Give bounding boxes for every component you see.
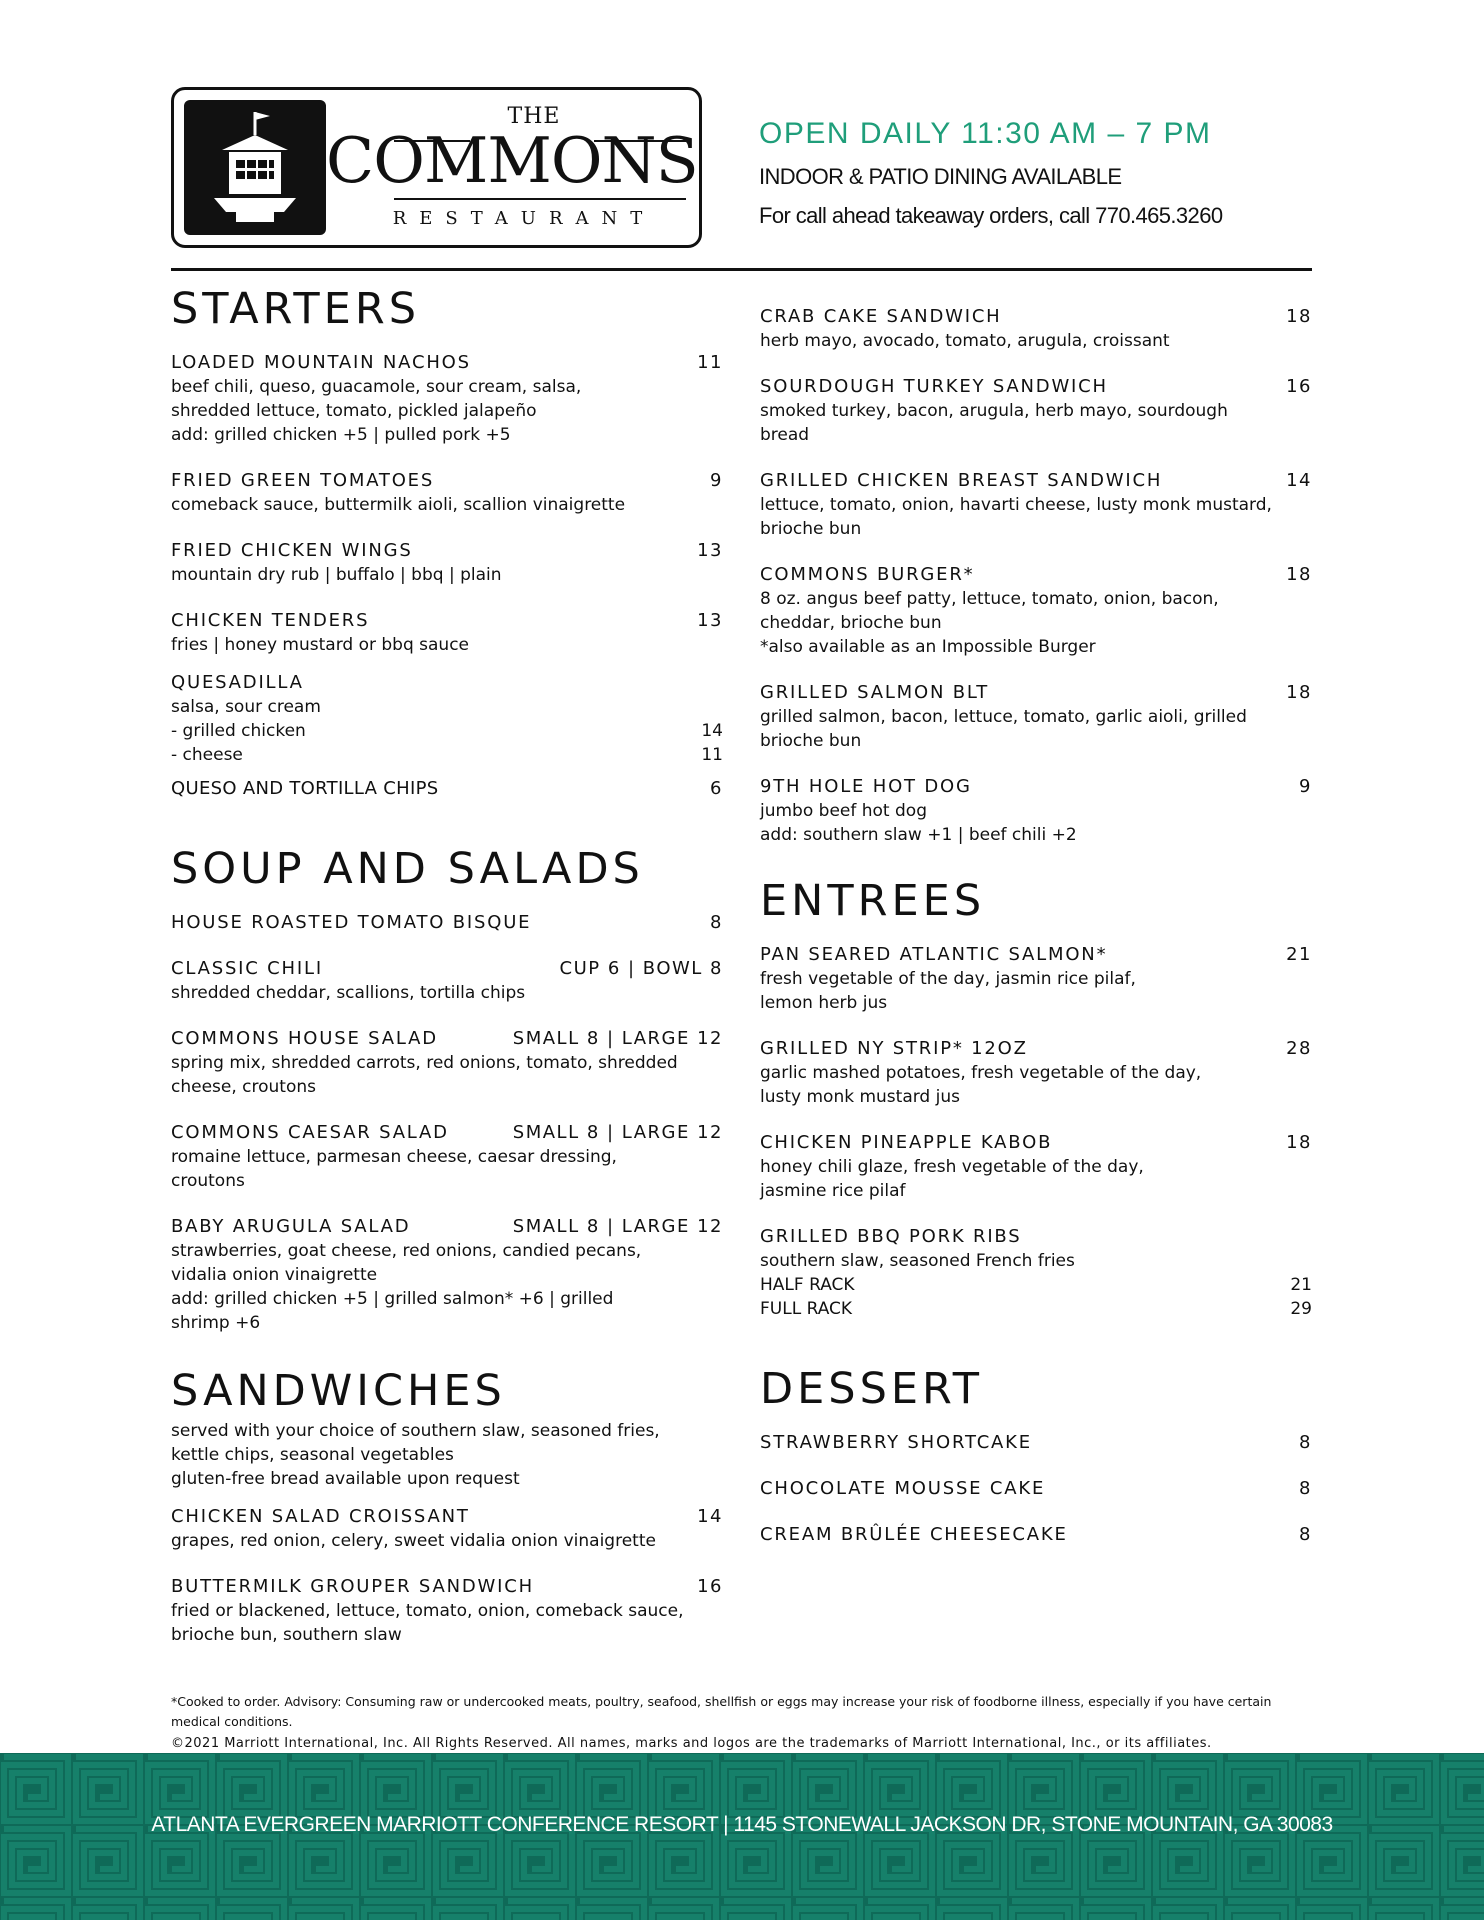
logo-rule: [394, 198, 686, 200]
menu-item: [760, 1523, 1312, 1547]
item-name: HOUSE ROASTED TOMATO BISQUE: [171, 912, 532, 933]
menu-item: [760, 943, 1312, 1015]
item-name: CLASSIC CHILI: [171, 958, 323, 979]
item-addons: add: grilled chicken +5 | pulled pork +5: [171, 425, 511, 445]
option-price: 11: [701, 745, 723, 765]
item-price: 13: [697, 540, 723, 561]
option-label: HALF RACK: [760, 1275, 855, 1295]
resort-address: ATLANTA EVERGREEN MARRIOTT CONFERENCE RESORT | 1145 STONEWALL JACKSON DR, STONE MOUNTAIN, GA 30083: [151, 1813, 1333, 1836]
item-description: salsa, sour cream: [171, 697, 321, 717]
item-description: lemon herb jus: [760, 993, 888, 1013]
menu-item: [171, 671, 723, 767]
logo-name: COMMONS: [326, 124, 698, 197]
opening-hours: OPEN DAILY 11:30 AM – 7 PM: [759, 117, 1212, 150]
item-price: 11: [697, 352, 723, 373]
item-description: spring mix, shredded carrots, red onions, tomato, shredded: [171, 1053, 678, 1073]
menu-item: [760, 375, 1312, 447]
item-description: fresh vegetable of the day, jasmin rice pilaf,: [760, 969, 1136, 989]
dining-info: INDOOR & PATIO DINING AVAILABLE: [759, 164, 1122, 189]
section-title: ENTREES: [760, 876, 986, 926]
item-description: brioche bun: [760, 519, 862, 539]
menu-item: [760, 305, 1312, 353]
item-description: bread: [760, 425, 810, 445]
logo-the: THE: [507, 104, 561, 129]
option-label: - grilled chicken: [171, 721, 306, 741]
item-price: 18: [1286, 1132, 1312, 1153]
menu-item: [760, 1131, 1312, 1203]
footer-band: [0, 1753, 1484, 1920]
item-name: CHICKEN TENDERS: [171, 610, 370, 631]
item-price: 18: [1286, 682, 1312, 703]
right-column: [760, 305, 1312, 1547]
item-description: beef chili, queso, guacamole, sour cream, salsa,: [171, 377, 582, 397]
item-name: LOADED MOUNTAIN NACHOS: [171, 352, 471, 373]
item-option: [171, 743, 723, 767]
item-price: 9: [710, 470, 723, 491]
item-name: GRILLED CHICKEN BREAST SANDWICH: [760, 470, 1163, 491]
menu-item: [171, 1215, 723, 1335]
item-name: 9TH HOLE HOT DOG: [760, 776, 972, 797]
left-column: [171, 281, 723, 1647]
item-description: brioche bun: [760, 731, 862, 751]
menu-item: [171, 1121, 723, 1193]
item-description: grilled salmon, bacon, lettuce, tomato, garlic aioli, grilled: [760, 707, 1247, 727]
item-price: 8: [1299, 1524, 1312, 1545]
menu-item: [171, 609, 723, 657]
menu-item: [760, 469, 1312, 541]
item-description: croutons: [171, 1171, 245, 1191]
section-intro: served with your choice of southern slaw, seasoned fries,: [171, 1421, 660, 1441]
item-name: PAN SEARED ATLANTIC SALMON*: [760, 944, 1108, 965]
item-name: SOURDOUGH TURKEY SANDWICH: [760, 376, 1108, 397]
item-price: 16: [1286, 376, 1312, 397]
item-price: 6: [710, 778, 723, 799]
item-note: *also available as an Impossible Burger: [760, 637, 1096, 657]
item-option: [760, 1297, 1312, 1321]
item-name: CHICKEN SALAD CROISSANT: [171, 1506, 470, 1527]
section-title: DESSERT: [760, 1364, 984, 1414]
menu-item: [171, 351, 723, 447]
item-description: romaine lettuce, parmesan cheese, caesar dressing,: [171, 1147, 617, 1167]
item-price: 16: [697, 1576, 723, 1597]
advisory-footnote: *Cooked to order. Advisory: Consuming raw or undercooked meats, poultry, seafood, shellfish or eggs may increase your risk of foodborne illness, especially if you have certain medical conditions.: [171, 1694, 1272, 1729]
item-price: 8: [1299, 1432, 1312, 1453]
item-description: grapes, red onion, celery, sweet vidalia onion vinaigrette: [171, 1531, 656, 1551]
item-description: brioche bun, southern slaw: [171, 1625, 402, 1645]
item-price: 9: [1299, 776, 1312, 797]
item-name: CREAM BRÛLÉE CHEESECAKE: [760, 1524, 1068, 1545]
item-name: COMMONS BURGER*: [760, 564, 975, 585]
item-description: vidalia onion vinaigrette: [171, 1265, 378, 1285]
item-price: 21: [1286, 944, 1312, 965]
item-name: GRILLED SALMON BLT: [760, 682, 990, 703]
item-description: herb mayo, avocado, tomato, arugula, croissant: [760, 331, 1170, 351]
item-price: SMALL 8 | LARGE 12: [512, 1216, 723, 1237]
menu-item: [171, 1575, 723, 1647]
item-description: fried or blackened, lettuce, tomato, onion, comeback sauce,: [171, 1601, 684, 1621]
item-description: fries | honey mustard or bbq sauce: [171, 635, 470, 655]
menu-item: [171, 957, 723, 1005]
item-price: CUP 6 | BOWL 8: [559, 958, 723, 979]
item-description: garlic mashed potatoes, fresh vegetable of the day,: [760, 1063, 1202, 1083]
logo-sub: RESTAURANT: [392, 208, 656, 229]
item-name: COMMONS CAESAR SALAD: [171, 1122, 449, 1143]
item-name: FRIED GREEN TOMATOES: [171, 470, 435, 491]
item-description: 8 oz. angus beef patty, lettuce, tomato, onion, bacon,: [760, 589, 1219, 609]
item-price: 18: [1286, 306, 1312, 327]
item-description: strawberries, goat cheese, red onions, candied pecans,: [171, 1241, 642, 1261]
item-name: BUTTERMILK GROUPER SANDWICH: [171, 1576, 534, 1597]
menu-item: [171, 777, 723, 801]
item-description: jumbo beef hot dog: [760, 801, 927, 821]
option-price: 14: [701, 721, 723, 741]
item-name: GRILLED NY STRIP* 12OZ: [760, 1038, 1028, 1059]
item-price: 14: [697, 1506, 723, 1527]
menu-item: [760, 1431, 1312, 1455]
item-description: smoked turkey, bacon, arugula, herb mayo, sourdough: [760, 401, 1228, 421]
item-description: lettuce, tomato, onion, havarti cheese, lusty monk mustard,: [760, 495, 1272, 515]
item-addons: add: grilled chicken +5 | grilled salmon* +6 | grilled: [171, 1289, 614, 1309]
item-description: cheddar, brioche bun: [760, 613, 942, 633]
menu-item: [171, 469, 723, 517]
menu-item: [171, 539, 723, 587]
item-description: jasmine rice pilaf: [760, 1181, 906, 1201]
item-description: shredded cheddar, scallions, tortilla chips: [171, 983, 526, 1003]
item-name: CHICKEN PINEAPPLE KABOB: [760, 1132, 1053, 1153]
menu-item: [171, 1505, 723, 1553]
item-description: mountain dry rub | buffalo | bbq | plain: [171, 565, 502, 585]
menu-item: [760, 1477, 1312, 1501]
menu-item: [760, 681, 1312, 753]
item-price: 8: [710, 912, 723, 933]
option-price: 21: [1290, 1275, 1312, 1295]
item-price: SMALL 8 | LARGE 12: [512, 1122, 723, 1143]
item-name: BABY ARUGULA SALAD: [171, 1216, 411, 1237]
item-name: QUESADILLA: [171, 672, 304, 693]
option-label: FULL RACK: [760, 1299, 853, 1319]
item-name: GRILLED BBQ PORK RIBS: [760, 1226, 1022, 1247]
menu-item: [760, 1225, 1312, 1321]
takeaway-info: For call ahead takeaway orders, call 770.465.3260: [759, 203, 1223, 228]
item-name: STRAWBERRY SHORTCAKE: [760, 1432, 1032, 1453]
item-description: southern slaw, seasoned French fries: [760, 1251, 1075, 1271]
item-name: CHOCOLATE MOUSSE CAKE: [760, 1478, 1046, 1499]
item-name: FRIED CHICKEN WINGS: [171, 540, 413, 561]
item-name: QUESO AND TORTILLA CHIPS: [171, 778, 439, 799]
item-price: 8: [1299, 1478, 1312, 1499]
menu-item: [760, 563, 1312, 659]
copyright-notice: ©2021 Marriott International, Inc. All Rights Reserved. All names, marks and logos are the trademarks of Marriott International, Inc., or its affiliates.: [171, 1736, 1212, 1751]
item-name: CRAB CAKE SANDWICH: [760, 306, 1002, 327]
option-price: 29: [1290, 1299, 1312, 1319]
item-addons: shrimp +6: [171, 1313, 261, 1333]
item-price: 18: [1286, 564, 1312, 585]
section-intro: gluten-free bread available upon request: [171, 1469, 520, 1489]
restaurant-logo: [171, 87, 702, 248]
section-title: STARTERS: [171, 284, 420, 334]
item-price: 14: [1286, 470, 1312, 491]
section-intro: kettle chips, seasonal vegetables: [171, 1445, 454, 1465]
menu-item: [760, 775, 1312, 847]
item-description: honey chili glaze, fresh vegetable of the day,: [760, 1157, 1144, 1177]
item-description: comeback sauce, buttermilk aioli, scallion vinaigrette: [171, 495, 626, 515]
item-option: [760, 1273, 1312, 1297]
cupola-icon: [184, 100, 326, 235]
section-title: SANDWICHES: [171, 1366, 506, 1416]
menu-item: [760, 1037, 1312, 1109]
menu-item: [171, 911, 723, 935]
option-label: - cheese: [171, 745, 243, 765]
item-description: cheese, croutons: [171, 1077, 316, 1097]
item-description: shredded lettuce, tomato, pickled jalapeño: [171, 401, 537, 421]
item-name: COMMONS HOUSE SALAD: [171, 1028, 438, 1049]
item-option: [171, 719, 723, 743]
item-addons: add: southern slaw +1 | beef chili +2: [760, 825, 1077, 845]
menu-item: [171, 1027, 723, 1099]
item-price: SMALL 8 | LARGE 12: [512, 1028, 723, 1049]
section-title: SOUP AND SALADS: [171, 844, 644, 894]
item-price: 13: [697, 610, 723, 631]
item-description: lusty monk mustard jus: [760, 1087, 960, 1107]
header-divider: [171, 268, 1312, 271]
item-price: 28: [1286, 1038, 1312, 1059]
